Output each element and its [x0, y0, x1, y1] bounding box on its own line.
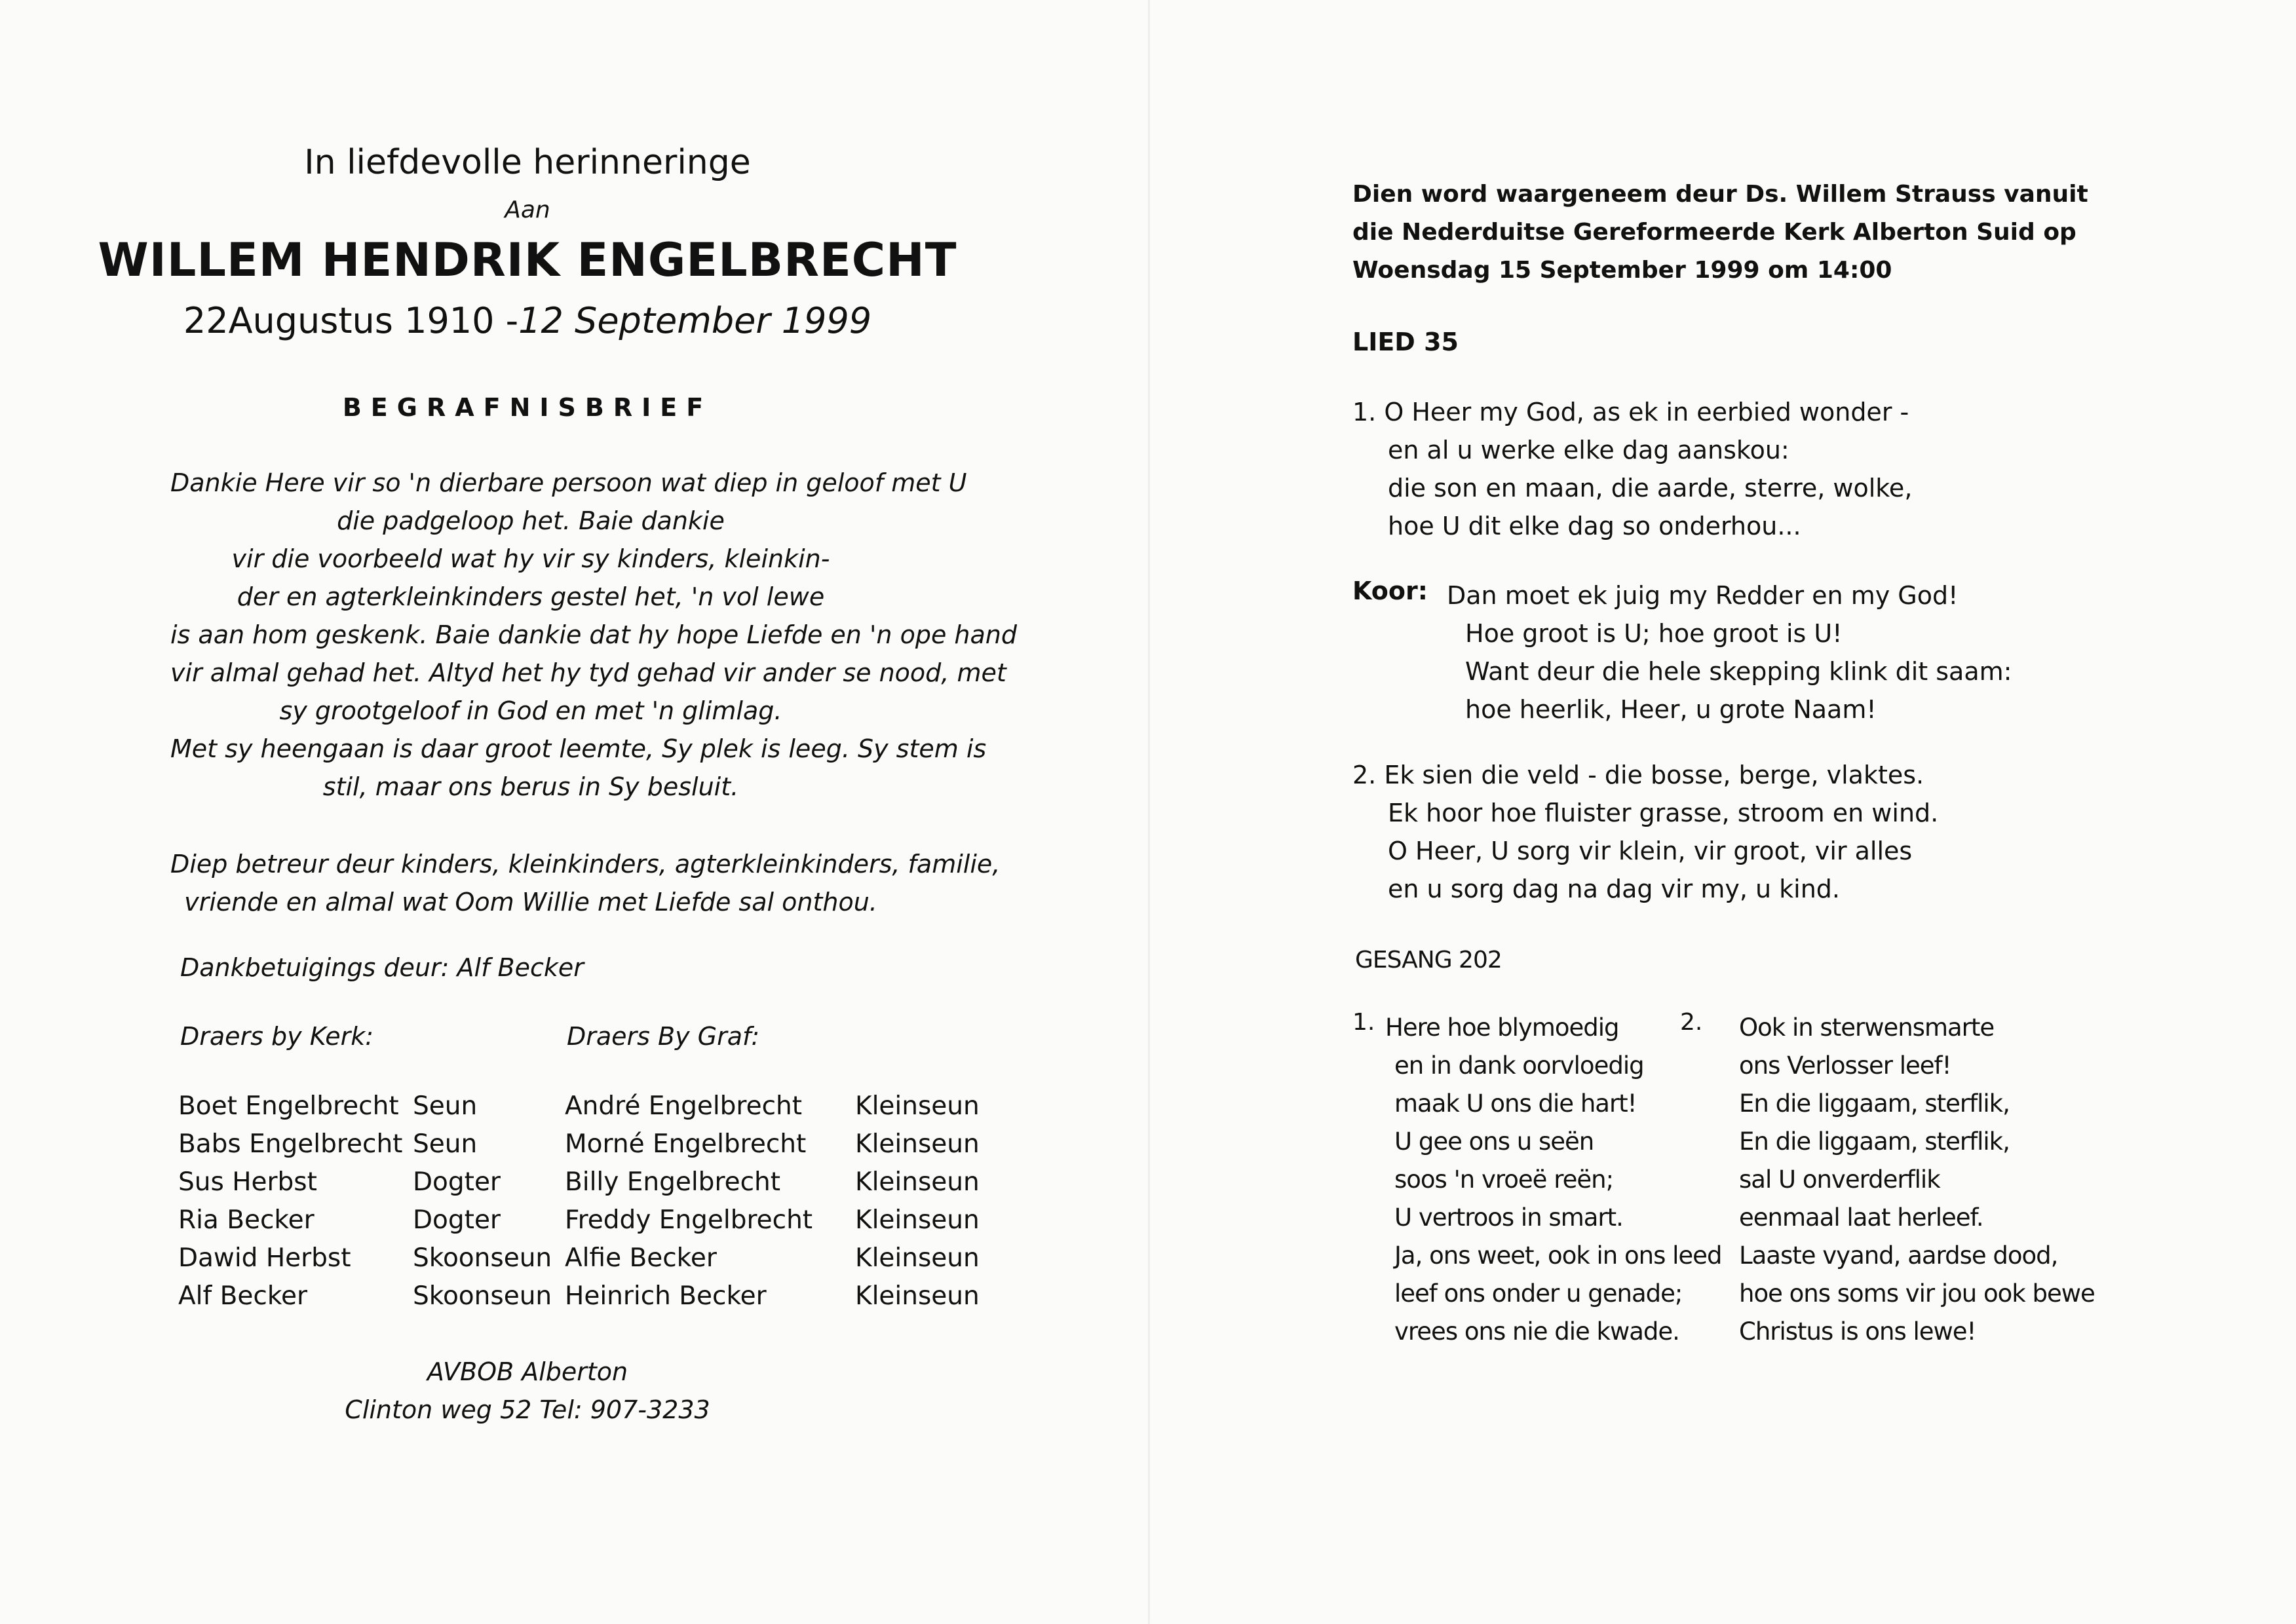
tribute-line: Met sy heengaan is daar groot leemte, Sy plek is leeg. Sy stem is [170, 734, 987, 763]
song-line: En die liggaam, sterflik, [1739, 1089, 2010, 1118]
song-title: GESANG 202 [1355, 947, 1502, 973]
list-item: Dogter [413, 1167, 501, 1197]
list-item: Alfie Becker [565, 1243, 717, 1273]
song-line: U gee ons u seën [1394, 1127, 1594, 1156]
list-item: Kleinseun [855, 1091, 980, 1121]
song-line: maak U ons die hart! [1394, 1089, 1637, 1118]
church-bearer-relations [413, 1087, 564, 1315]
verse-line: Ek hoor hoe fluister grasse, stroom en wind. [1388, 799, 1939, 827]
church-bearers-label: Draers by Kerk: [180, 1022, 374, 1051]
song-line: sal U onverderflik [1739, 1165, 1940, 1194]
song-line: en in dank oorvloedig [1394, 1051, 1644, 1080]
chorus-label: Koor: [1352, 576, 1428, 605]
list-item: Kleinseun [855, 1129, 980, 1159]
tribute-text [170, 464, 1017, 806]
chorus-line: hoe heerlik, Heer, u grote Naam! [1465, 695, 1877, 724]
song-line: U vertroos in smart. [1394, 1203, 1623, 1232]
church-bearer-names [178, 1087, 414, 1315]
service-line: die Nederduitse Gereformeerde Kerk Alberton Suid op [1352, 219, 2076, 246]
list-item: Freddy Engelbrecht [565, 1205, 813, 1235]
service-line: Dien word waargeneem deur Ds. Willem Strauss vanuit [1352, 181, 2088, 208]
chorus-text [1447, 576, 2012, 728]
service-line: Woensdag 15 September 1999 om 14:00 [1352, 257, 1892, 284]
song-line: ons Verlosser leef! [1739, 1051, 1951, 1080]
list-item: Ria Becker [178, 1205, 315, 1235]
list-item: Sus Herbst [178, 1167, 317, 1197]
chorus-line: Want deur die hele skepping klink dit saam: [1465, 657, 2012, 686]
deceased-name: WILLEM HENDRIK ENGELBRECHT [98, 233, 957, 287]
grave-bearer-names [565, 1087, 853, 1315]
list-item: Kleinseun [855, 1243, 980, 1273]
mourn-line: Diep betreur deur kinders, kleinkinders, agterkleinkinders, familie, [170, 850, 1001, 878]
list-item: Dogter [413, 1205, 501, 1235]
list-item: Dawid Herbst [178, 1243, 351, 1273]
verse-line: 2. Ek sien die veld - die bosse, berge, vlaktes. [1352, 761, 1924, 789]
list-item: Alf Becker [178, 1281, 308, 1311]
tribute-line: vir die voorbeeld wat hy vir sy kinders, kleinkin- [231, 544, 830, 573]
verse-line: die son en maan, die aarde, sterre, wolke, [1388, 474, 1913, 502]
list-item: Boet Engelbrecht [178, 1091, 399, 1121]
list-item: André Engelbrecht [565, 1091, 803, 1121]
chorus-line: Hoe groot is U; hoe groot is U! [1465, 619, 1843, 648]
grave-bearers-label: Draers By Graf: [567, 1022, 760, 1051]
song-line: Ook in sterwensmarte [1739, 1013, 1995, 1042]
list-item: Seun [413, 1129, 478, 1159]
song-line: soos 'n vroeë reën; [1394, 1165, 1614, 1194]
list-item: Kleinseun [855, 1167, 980, 1197]
tribute-line: der en agterkleinkinders gestel het, 'n vol lewe [237, 582, 825, 611]
life-dates [0, 300, 1055, 341]
list-item: Kleinseun [855, 1205, 980, 1235]
mourn-line: vriende en almal wat Oom Willie met Liefde sal onthou. [184, 888, 877, 916]
grave-bearer-relations [855, 1087, 1025, 1315]
verse-line: 1. O Heer my God, as ek in eerbied wonder - [1352, 398, 1909, 426]
verse-line: en al u werke elke dag aanskou: [1388, 436, 1789, 464]
song-line: Ja, ons weet, ook in ons leed [1394, 1241, 1722, 1270]
list-item: Kleinseun [855, 1281, 980, 1311]
verse-line: O Heer, U sorg vir klein, vir groot, vir alles [1388, 837, 1913, 865]
song-line: eenmaal laat herleef. [1739, 1203, 1983, 1232]
list-item: Skoonseun [413, 1281, 552, 1311]
service-info [1352, 176, 2204, 290]
tribute-line: stil, maar ons berus in Sy besluit. [322, 772, 739, 801]
song-verse-1 [1385, 1009, 1721, 1351]
song-line: Christus is ons lewe! [1739, 1317, 1976, 1346]
tribute-line: sy grootgeloof in God en met 'n glimlag. [279, 696, 782, 725]
birth-date: 22Augustus 1910 - [183, 300, 519, 341]
tribute-line: Dankie Here vir so 'n dierbare persoon wat diep in geloof met U [170, 468, 967, 497]
tribute-line: vir almal gehad het. Altyd het hy tyd gehad vir ander se nood, met [170, 658, 1006, 687]
undertaker-address: Clinton weg 52 Tel: 907-3233 [345, 1395, 710, 1424]
list-item: Skoonseun [413, 1243, 552, 1273]
hymn-verse-1 [1352, 393, 1912, 545]
song-verse-2-number: 2. [1680, 1009, 1703, 1036]
list-item: Morné Engelbrecht [565, 1129, 807, 1159]
list-item: Billy Engelbrecht [565, 1167, 781, 1197]
song-verse-2 [1739, 1009, 2095, 1351]
song-line: leef ons onder u genade; [1394, 1279, 1683, 1308]
death-date: 12 September 1999 [518, 300, 872, 341]
tribute-line: is aan hom geskenk. Baie dankie dat hy hope Liefde en 'n ope hand [170, 620, 1017, 649]
mourned-by-text [170, 845, 1001, 921]
hymn-verse-2 [1352, 756, 1938, 908]
hymn-title: LIED 35 [1352, 328, 1459, 356]
undertaker-info [0, 1353, 1055, 1429]
memorial-title: In liefdevolle herinneringe [304, 143, 751, 182]
right-panel [1151, 0, 2296, 1624]
thanks-line: Dankbetuigings deur: Alf Becker [180, 953, 584, 982]
list-item: Babs Engelbrecht [178, 1129, 403, 1159]
aan-label: Aan [505, 197, 550, 223]
song-line: Laaste vyand, aardse dood, [1739, 1241, 2058, 1270]
chorus-line: Dan moet ek juig my Redder en my God! [1447, 581, 1959, 610]
tribute-line: die padgeloop het. Baie dankie [337, 506, 725, 535]
song-line: hoe ons soms vir jou ook bewe [1739, 1279, 2095, 1308]
verse-line: hoe U dit elke dag so onderhou... [1388, 512, 1801, 540]
undertaker-name: AVBOB Alberton [427, 1357, 628, 1386]
verse-line: en u sorg dag na dag vir my, u kind. [1388, 875, 1840, 903]
list-item: Heinrich Becker [565, 1281, 767, 1311]
song-verse-1-number: 1. [1352, 1009, 1375, 1036]
song-line: En die liggaam, sterflik, [1739, 1127, 2010, 1156]
letter-heading: BEGRAFNISBRIEF [342, 393, 713, 422]
song-line: vrees ons nie die kwade. [1394, 1317, 1679, 1346]
list-item: Seun [413, 1091, 478, 1121]
song-line: Here hoe blymoedig [1385, 1013, 1619, 1042]
page-fold [1148, 0, 1150, 1624]
